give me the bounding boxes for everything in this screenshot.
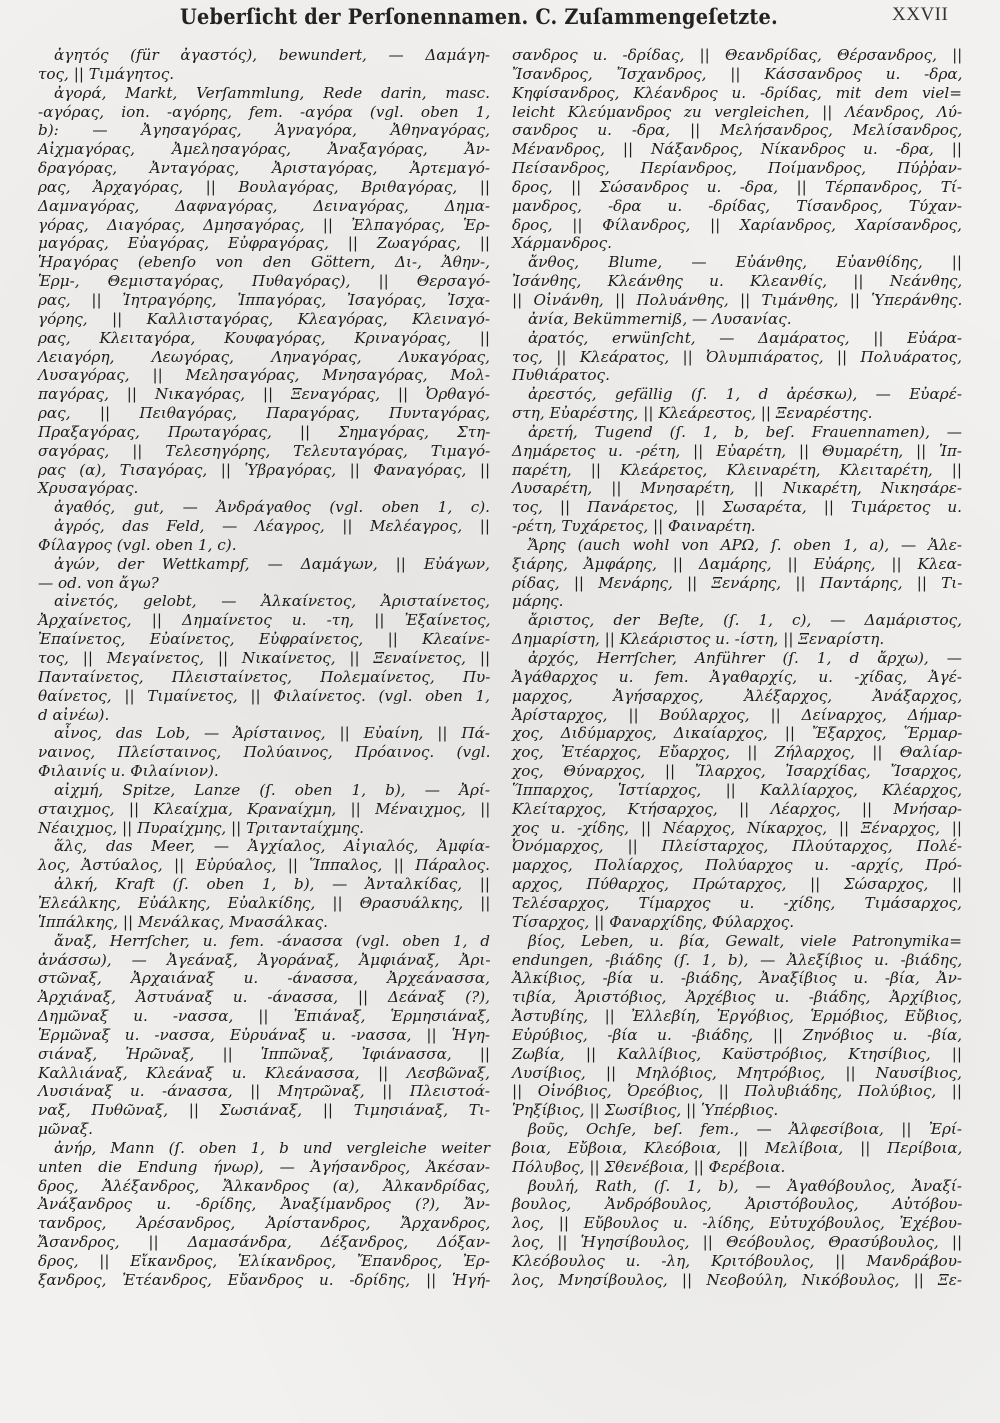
text-line: μαρχος, Πολίαρχος, Πολύαρχος u. -αρχίς, Πρό- — [512, 856, 962, 875]
text-line: Πανταίνετος, Πλεισταίνετος, Πολεμαίνετος, Πυ- — [38, 667, 491, 686]
text-line: endungen, -βιάδης (ſ. 1, b), — Ἀλεξίβιος u. -βιάδης, — [512, 950, 963, 969]
text-line: μαρχος, Ἀγήσαρχος, Ἀλέξαρχος, Ἀνάξαρχος, — [512, 686, 963, 705]
text-line: Λειαγόρη, Λεωγόρας, Ληναγόρας, Λυκαγόρας, — [38, 347, 490, 366]
entry-headline: ἀρετή, Tugend (ſ. 1, b, beſ. Frauennamen), — — [528, 422, 962, 441]
text-line: μῶναξ. — [38, 1120, 93, 1139]
text-line: -ρέτη, Τυχάρετος, || Φαιναρέτη. — [512, 517, 756, 536]
text-line: σταιχμος, || Κλεαίχμα, Κραναίχμη, || Μέναιχμος, || — [38, 799, 491, 818]
text-line: Ἡραγόρας (ebenſo von den Göttern, Δι-, Ἀθην-, — [38, 253, 490, 272]
entry-headline: ἀγητός (für ἀγαστός), bewundert, — Δαμάγη- — [54, 46, 490, 64]
text-line: ρας, || Ἰητραγόρης, Ἱππαγόρας, Ἰσαγόρας, Ἰσχα- — [38, 290, 490, 309]
text-line: στη, Εὐαρέστης, || Κλεάρεστος, || Ξεναρέστης. — [512, 404, 873, 423]
text-line: στῶναξ, Ἀρχαιάναξ u. -άνασσα, Ἀρχεάνασσα, — [38, 969, 490, 988]
text-line: Κλεόβουλος u. -λη, Κριτόβουλος, || Μανδράβου- — [512, 1252, 963, 1270]
text-line: Ἀρχιάναξ, Ἀστυάναξ u. -άνασσα, || Δεάναξ (?), — [38, 988, 490, 1007]
text-line: Ἀνάξανδρος u. -δρίδης, Ἀναξίμανδρος (?), Ἄν- — [38, 1195, 490, 1214]
text-line: Ἵππαρχος, Ἱστίαρχος, || Καλλίαρχος, Κλέαρχος, — [512, 780, 963, 799]
text-line: σαγόρας, || Τελεσηγόρης, Τελευταγόρας, Τιμαγό- — [38, 441, 491, 460]
entry-headline: ἀρατός, erwünſcht, — Δαμάρατος, || Εὐάρα- — [528, 328, 962, 347]
text-line: δρος, Ἀλέξανδρος, Ἄλκανδρος (α), Ἀλκανδρίδας, — [38, 1176, 490, 1195]
text-line: Ἀλκίβιος, -βία u. -βιάδης, Ἀναξίβιος u. -βία, Ἀν- — [512, 969, 962, 988]
entry-headline: βουλή, Rath, (ſ. 1, b), — Ἀγαθόβουλος, Ἀναξί- — [528, 1176, 962, 1195]
text-line: ρίδας, || Μενάρης, || Ξενάρης, || Παντάρης, || Τι- — [512, 573, 963, 592]
entry-headline: ἅλς, das Meer, — Ἀγχίαλος, Αἰγιαλός, Ἀμφία- — [54, 837, 490, 856]
text-line: τος, || Πανάρετος, || Σωσαρέτα, || Τιμάρετος u. — [512, 498, 962, 517]
text-line: || Οἰνόβιος, Ὀρεόβιος, || Πολυβιάδης, Πολύβιος, || — [512, 1082, 962, 1101]
text-line: Δημῶναξ u. -νασσα, || Ἐπιάναξ, Ἑρμησιάναξ, — [38, 1007, 491, 1026]
text-line: Ἀρχαίνετος, || Δημαίνετος u. -τη, || Ἐξαίνετος, — [38, 611, 491, 630]
text-line: Ἐπαίνετος, Εὐαίνετος, Εὐφραίνετος, || Κλεαίνε- — [38, 630, 490, 649]
text-line: τος, || Μεγαίνετος, || Νικαίνετος, || Ξεναίνετος, || — [38, 649, 491, 667]
text-line: d αἰνέω). — [38, 705, 110, 724]
text-line: unten die Endung ήνωρ), — Ἀγήσανδρος, Ἀκέσαν- — [38, 1157, 491, 1176]
text-line: Πείσανδρος, Περίανδρος, Ποίμανδρος, Πύῤῥαν- — [512, 159, 962, 178]
entry-headline: ἀγορά, Markt, Verſammlung, Rede darin, masc. — [54, 83, 490, 102]
text-line: Φιλαινίς u. Φιλαίνιον). — [38, 762, 219, 781]
entry-headline: ἀνήρ, Mann (ſ. oben 1, b und vergleiche weiter — [54, 1138, 490, 1157]
text-line: Ἴσανδρος, Ἴσχανδρος, || Κάσσανδρος u. -δρα, — [512, 64, 963, 83]
text-line: Λυσαγόρας, || Μελησαγόρας, Μνησαγόρας, Μολ- — [38, 366, 490, 385]
text-line: Κλείταρχος, Κτήσαρχος, || Λέαρχος, || Μνήσαρ- — [512, 799, 962, 818]
text-line: Δημαρίστη, || Κλεάριστος u. -ίστη, || Ξεναρίστη. — [512, 630, 885, 649]
text-line: Νέαιχμος, || Πυραίχμης, || Τριταντaίχμης. — [38, 818, 364, 837]
text-line: χος, Θύναρχος, || Ἴλαρχος, Ἰσαρχίδας, Ἴσαρχος, — [512, 762, 962, 781]
text-line: βουλος, Ἀνδρόβουλος, Ἀριστόβουλος, Αὐτόβου- — [512, 1195, 963, 1214]
text-line: Τίσαρχος, || Φαναρχίδης, Φύλαρχος. — [512, 912, 795, 931]
text-line: Πραξαγόρας, Πρωταγόρας, || Σημαγόρας, Στη- — [38, 422, 491, 441]
text-line: Ζωβία, || Καλλίβιος, Καϋστρόβιος, Κτησίβιος, || — [512, 1044, 962, 1063]
entry-headline: αἰνετός, gelobt, — Ἀλκαίνετος, Ἀρισταίνετος, — [54, 592, 490, 611]
text-line: — od. von ἄγω? — [38, 573, 159, 592]
text-line: αρχος, Πύθαρχος, Πρώταρχος, || Σώσαρχος, || — [512, 875, 963, 894]
text-line: Φίλαγρος (vgl. oben 1, c). — [38, 535, 237, 554]
entry-headline: ἄριστος, der Beſte, (ſ. 1, c), — Δαμάριστος, — [528, 611, 962, 630]
text-line: Ἰσάνθης, Κλεάνθης u. Κλεανθίς, || Νεάνθης, — [512, 272, 963, 291]
right-column — [512, 46, 962, 1290]
entry-headline: βίος, Leben, u. βία, Gewalt, viele Patronymika= — [528, 931, 962, 950]
text-line: λος, Ἀστύαλος, || Εὐρύαλος, || Ἵππαλος, || Πάραλος. — [38, 856, 490, 875]
text-line: τος, || Τιμάγητος. — [38, 64, 175, 83]
text-line: λος, Μνησίβουλος, || Νεοβούλη, Νικόβουλος, || Ξε- — [512, 1270, 962, 1289]
left-column — [38, 46, 490, 1290]
entry-headline: ἀγών, der Wettkampf, — Δαμάγων, || Εὐάγων, — [54, 554, 490, 573]
text-line: Ῥηξίβιος, || Σωσίβιος, || Ὑπέρβιος. — [512, 1101, 779, 1120]
text-line: Ἱππάλκης, || Μενάλκας, Μνασάλκας. — [38, 912, 328, 931]
text-line: || Οἰνάνθη, || Πολυάνθης, || Τιμάνθης, || Ὑπεράνθης. — [512, 290, 963, 309]
text-line: μαγόρας, Εὐαγόρας, Εὐφραγόρας, || Ζωαγόρας, || — [38, 234, 490, 253]
text-line: ρας, Κλειταγόρα, Κουφαγόρας, Κριναγόρας, || — [38, 328, 490, 347]
text-line: Εὐρύβιος, -βία u. -βιάδης, || Ζηνόβιος u. -βία, — [512, 1025, 963, 1044]
text-line: χος u. -χίδης, || Νέαρχος, Νίκαρχος, || Ξέναρχος, || — [512, 818, 962, 837]
text-line: ξιάρης, Ἀμφάρης, || Δαμάρης, || Εὐάρης, || Κλεα- — [512, 554, 962, 573]
text-line: ρας, Ἀρχαγόρας, || Βουλαγόρας, Βριθαγόρας, || — [38, 177, 490, 196]
entry-headline: ἀνία, Bekümmerniß, — Λυσανίας. — [528, 309, 792, 328]
text-line: Πόλυβος, || Σθενέβοια, || Φερέβοια. — [512, 1157, 786, 1176]
text-line: b): — Ἀγησαγόρας, Ἁγναγόρα, Ἀθηναγόρας, — [38, 121, 490, 140]
text-line: ναινος, Πλείσταινος, Πολύαινος, Πρόαινος. (vgl. — [38, 743, 491, 762]
entry-headline: Ἄρης (auch wohl von ΑΡΩ, ſ. oben 1, a), — Ἀλε- — [528, 535, 962, 554]
text-line: βοια, Εὔβοια, Κλεόβοια, || Μελίβοια, || Περίβοια, — [512, 1138, 963, 1157]
text-line: σανδρος u. -δρα, || Μελήσανδρος, Μελίσανδρος, — [512, 121, 963, 140]
running-header — [0, 4, 1000, 40]
text-line: Χάρμανδρος. — [512, 234, 612, 253]
text-line: ναξ, Πυθῶναξ, || Σωσιάναξ, || Τιμησιάναξ, Τι- — [38, 1101, 490, 1120]
entry-headline: ἀρχός, Herrſcher, Anführer (ſ. 1, d ἄρχω), — — [528, 649, 962, 667]
text-line: λος, || Ἡγησίβουλος, || Θεόβουλος, Θρασύβουλος, || — [512, 1233, 963, 1252]
text-line: Ἄσανδρος, || Δαμασάνδρα, Δέξανδρος, Δόξαν- — [38, 1233, 491, 1252]
text-line: Αἰχμαγόρας, Ἀμελησαγόρας, Ἀναξαγόρας, Ἀν- — [38, 140, 490, 159]
entry-headline: ἀλκή, Kraft (ſ. oben 1, b), — Ἀνταλκίδας, || — [54, 875, 490, 894]
text-line: Χρυσαγόρας. — [38, 479, 139, 498]
entry-headline: βοῦς, Ochſe, beſ. fem., — Ἀλφεσίβοια, || Ἐρί- — [528, 1120, 962, 1139]
entry-headline: ἀγαθός, gut, — Ἀνδράγαθος (vgl. oben 1, c). — [54, 498, 490, 517]
text-line: σανδρος u. -δρίδας, || Θεανδρίδας, Θέρσανδρος, || — [512, 46, 963, 64]
text-line: παρέτη, || Κλεάρετος, Κλειναρέτη, Κλειταρέτη, || — [512, 460, 962, 479]
text-line: μανδρος, -δρα u. -δρίδας, Τίσανδρος, Τύχαν- — [512, 196, 962, 215]
page-number: XXVII — [892, 4, 949, 25]
text-line: Λυσαρέτη, || Μνησαρέτη, || Νικαρέτη, Νικησάρε- — [512, 479, 962, 498]
text-line: Ἀστυβίης, || Ἐλλεβίη, Ἐργόβιος, Ἑρμόβιος, Εὔβιος, — [512, 1007, 963, 1026]
text-line: Ἑρμῶναξ u. -νασσα, Εὐρυάναξ u. -νασσα, || Ἡγη- — [38, 1025, 490, 1044]
text-line: λος, || Εὔβουλος u. -λίδης, Εὐτυχόβουλος, Ἐχέβου- — [512, 1214, 963, 1233]
text-line: Μένανδρος, || Νάξανδρος, Νίκανδρος u. -δρα, || — [512, 140, 962, 159]
text-line: θαίνετος, || Τιμαίνετος, || Φιλαίνετος. (vgl. oben 1, — [38, 686, 490, 705]
text-line: σιάναξ, Ἡρῶναξ, || Ἱππῶναξ, Ἰφιάνασσα, || — [38, 1044, 490, 1063]
text-line: ρας, || Πειθαγόρας, Παραγόρας, Πυνταγόρας, — [38, 404, 491, 423]
text-line: Κηφίσανδρος, Κλέανδρος u. -δρίδας, mit dem viel= — [512, 83, 962, 102]
text-line: Ἀγάθαρχος u. fem. Ἀγαθαρχίς, u. -χίδας, Ἀγέ- — [512, 667, 962, 686]
text-line: δρος, || Σώσανδρος u. -δρα, || Τέρπανδρος, Τί- — [512, 177, 962, 196]
text-line: Λυσιάναξ u. -άνασσα, || Μητρῶναξ, || Πλειστοά- — [38, 1082, 490, 1101]
text-line: χος, Ἐτέαρχος, Εὔαρχος, || Ζήλαρχος, || Θαλίαρ- — [512, 743, 963, 762]
text-line: Πυθιάρατος. — [512, 366, 610, 385]
text-line: χος, Διδύμαρχος, Δικαίαρχος, || Ἔξαρχος, Ἕρμαρ- — [512, 724, 963, 743]
entry-headline: αἰχμή, Spitze, Lanze (ſ. oben 1, b), — Ἀρί- — [54, 780, 490, 799]
text-line: Τελέσαρχος, Τίμαρχος u. -χίδης, Τιμάσαρχος, — [512, 893, 962, 912]
entry-headline: ἄναξ, Herrſcher, u. fem. -άνασσα (vgl. oben 1, d — [54, 931, 490, 950]
text-line: -αγόρας, ion. -αγόρης, fem. -αγόρα (vgl. oben 1, — [38, 102, 491, 121]
text-line: δραγόρας, Ἀνταγόρας, Ἀρισταγόρας, Ἀρτεμαγό- — [38, 159, 490, 178]
text-line: Δαμναγόρας, Δαφναγόρας, Δειναγόρας, Δημα- — [38, 196, 490, 215]
header-title: Ueberſicht der Perſonennamen. C. Zuſammengeſetzte. — [180, 4, 778, 29]
text-line: Δημάρετος u. -ρέτη, || Εὐαρέτη, || Θυμαρέτη, || Ἱπ- — [512, 441, 962, 460]
text-line: Λυσίβιος, || Μηλόβιος, Μητρόβιος, || Ναυσίβιος, — [512, 1063, 962, 1082]
text-line: γόρας, Διαγόρας, Δμησαγόρας, || Ἐλπαγόρας, Ἑρ- — [38, 215, 490, 234]
text-line: leicht Κλεύμανδρος zu vergleichen, || Λέανδρος, Λύ- — [512, 102, 963, 121]
text-line: τιβία, Ἀριστόβιος, Ἀρχέβιος u. -βιάδης, Ἀρχίβιος, — [512, 988, 962, 1007]
text-line: Καλλιάναξ, Κλεάναξ u. Κλεάνασσα, || Λεσβῶναξ, — [38, 1063, 490, 1082]
entry-headline: ἄνθος, Blume, — Εὐάνθης, Εὐανθίδης, || — [528, 253, 962, 272]
text-line: Ἀρίσταρχος, || Βούλαρχος, || Δείναρχος, Δήμαρ- — [512, 705, 962, 724]
text-line: ρας (α), Τισαγόρας, || Ὑβραγόρας, || Φαναγόρας, || — [38, 460, 491, 479]
text-line: γόρης, || Καλλισταγόρας, Κλεαγόρας, Κλειναγό- — [38, 309, 490, 328]
text-line: τανδρος, Ἀρέσανδρος, Ἀρίστανδρος, Ἄρχανδρος, — [38, 1214, 491, 1233]
text-line: Ἑρμ-, Θεμισταγόρας, Πυθαγόρας), || Θερσαγό- — [38, 272, 491, 291]
text-line: τος, || Κλεάρατος, || Ὀλυμπιάρατος, || Πολυάρατος, — [512, 347, 962, 366]
text-line: Ἐλεάλκης, Εὐάλκης, Εὐαλκίδης, || Θρασυάλκης, || — [38, 893, 491, 912]
text-line: παγόρας, || Νικαγόρας, || Ξεναγόρας, || Ὀρθαγό- — [38, 385, 491, 404]
text-line: ἀνάσσω), — Ἀγεάναξ, Ἀγοράναξ, Ἀμφιάναξ, Ἀρι- — [38, 950, 491, 969]
text-line: Ὀνόμαρχος, || Πλείσταρχος, Πλούταρχος, Πολέ- — [512, 837, 962, 856]
text-line: δρος, || Εἴκανδρος, Ἑλίκανδρος, Ἔπανδρος, Ἐρ- — [38, 1252, 490, 1270]
entry-headline: ἀγρός, das Feld, — Λέαγρος, || Μελέαγρος, || — [54, 517, 490, 536]
text-line: μάρης. — [512, 592, 564, 611]
text-line: δρος, || Φίλανδρος, || Χαρίανδρος, Χαρίσανδρος, — [512, 215, 962, 234]
entry-headline: ἀρεστός, gefällig (ſ. 1, d ἀρέσκω), — Εὐαρέ- — [528, 385, 962, 404]
text-line: ξανδρος, Ἐτέανδρος, Εὔανδρος u. -δρίδης, || Ἡγή- — [38, 1270, 491, 1289]
entry-headline: αἶνος, das Lob, — Ἀρίσταινος, || Εὐαίνη, || Πά- — [54, 724, 490, 743]
